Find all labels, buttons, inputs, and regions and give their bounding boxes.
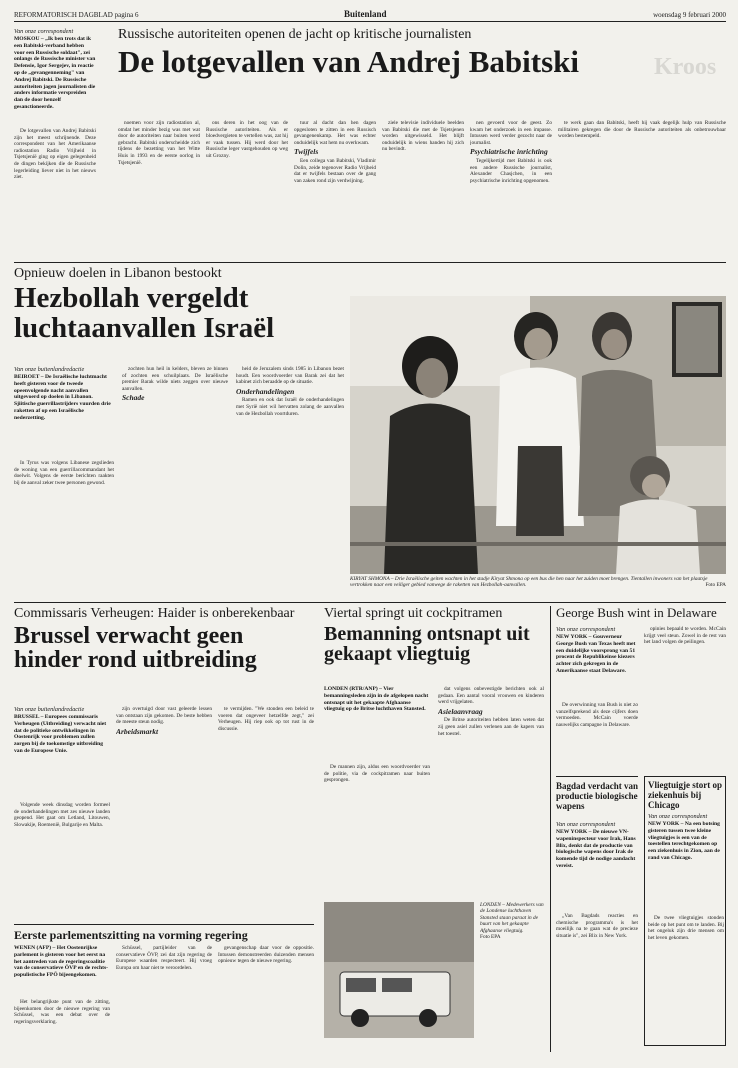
haider-lead: BRUSSEL – Europees commissaris Verheugen (Uitbreiding) verwacht niet dat de politieke ontwikkelingen in Oostenrijk voor problemen zullen zorgen bij de toekomstige uitbreiding van de Europese Unie. [14, 714, 107, 754]
biologisch-headline: Bagdad verdacht van productie biologische wapens [556, 781, 639, 811]
vliegtuig-sub-asiel: Asielaanvraag [438, 706, 483, 716]
photo-credit: Foto EPA [705, 582, 726, 589]
babitski-col2: noemen voor zijn radiostation al, omdat het minder bezig was met wat door de autoriteiten naar buiten werd gebracht. Babitski onderscheidde zich tijdens de bezetting van het Witte Huis in 1993 en de eerste oorlog in Tsjetsjenië. [118, 120, 200, 166]
header-date: woensdag 9 februari 2000 [653, 11, 726, 19]
haider-byline: Van onze buitenlandredactie [14, 706, 85, 713]
hezbollah-article [14, 266, 344, 584]
header-section: Buitenland [344, 9, 387, 19]
divider-1 [14, 262, 726, 263]
hezbollah-lead: BEIROET – De Israëlische luchtmacht heeft gisteren voor de tweede opeenvolgende nacht aanvallen uitgevoerd op doelen in Libanon. Sjiitische guerrillastrijders vuurden drie raketten af op een Israëlische nederzetting. [14, 374, 111, 421]
vliegtuig-col2: dat volgens onbevestigde berichten ook al gedaan. Een aantal vooral vrouwen en kinderen werd vrijgelaten. Asielaanvraag De Britse autoriteiten hebben laten weten dat zij geen asiel zullen verlenen aan de kapers van het toestel. [438, 686, 544, 737]
regering-col2: Schüssel, partijleider van de conservatieve ÖVP, zei dat zijn regering de Europese waarden respecteert. Hij vroeg Europa om haar niet te veroordelen. [116, 945, 212, 971]
babitski-byline: Van onze correspondent [14, 28, 74, 35]
biologisch-article [556, 776, 638, 1047]
babitski-col3: ons deren in het oog van de Russische autoriteiten. Als er bloedvergieten te vertellen was, zat hij er vaak tussen. Hij werd door het Russische leger vastgehouden op weg uit Grozny. [206, 120, 288, 159]
haider-article [14, 606, 314, 920]
regering-article [14, 924, 314, 1059]
haider-sub-arbeidsmarkt: Arbeidsmarkt [116, 726, 159, 736]
bush-col1: De overwinning van Bush is niet zo vanzelfsprekend als deze cijfers doen vermoeden. McCain voerde nauwelijks campagne in Delaware. [556, 702, 638, 728]
hezbollah-byline: Van onze buitenlandredactie [14, 366, 85, 373]
babitski-col1: De lotgevallen van Andrej Babitski zijn het meest schrijnende. Deze correspondent van het Amerikaanse radiostation Radio Vrijheid in Tsjetsjenië ging op eigen gelegenheid de dingen bekijken die de Russische legerleiding liever niet in het nieuws ziet. [14, 128, 96, 181]
babitski-col4: tuur al dacht dan hen dagen opgesloten te zitten in een Russisch gevangenenkamp. Het was echter onduidelijk wat hem nu overkwam. Twijfels Een collega van Babitski, Vladimir Dolin, zeide tegenover Radio Vrijheid dat er twijfels bestaan over de gang van zaken rond zijn verdwijning. [294, 120, 376, 184]
vliegtuig-caption-text: LONDEN – Medewerkers van de Londense luchthaven Stansted staan paraat in de buurt van het gekaapte Afghaanse vliegtuig. [480, 902, 544, 934]
bush-lead: NEW YORK – Gouverneur George Bush van Texas heeft met een duidelijke voorsprong van 51 procent de Republikeinse kiezers achter zich gekregen in de Amerikaanse staat Delaware. [556, 634, 636, 674]
divider-2 [14, 602, 726, 603]
stansted-photo [324, 902, 474, 1038]
vliegtuig-kicker: Viertal springt uit cockpitramen [324, 606, 503, 621]
babitski-sub-twijfels: Twijfels [294, 147, 319, 157]
hezbollah-col2: zochten hun heil in kelders, bleven ze binnen of zochten een schuilplaats. De Israëlische premier Barak wilde niets zeggen over nieuwe aanvallen. Schade [122, 366, 228, 403]
bush-headline: George Bush wint in Delaware [556, 605, 717, 620]
photo-caption [350, 576, 726, 598]
bush-col2: opinies bepaald te worden. McCain krijgt veel steun. Zowel in de rest van het land volgen de peilingen. [644, 626, 726, 646]
haider-col3: te vermijden. "We stonden een beleid te voeren dat ongeveer hetzelfde zegt," zei Verheugen. Hij riep ook op tot rust in de discussie. [218, 706, 314, 732]
regering-lead: WENEN (AFP) – Het Oostenrijkse parlement is gisteren voor het eerst na het aantreden van de regeringscoalitie van de conservatieve ÖVP en de rechts-populistische FPÖ bijeengekomen. [14, 945, 109, 979]
haider-col2: zijn overtuigd door vast geleerde lessen van ontstaan zijn gekomen. De beste hebben de meeste steun nodig. Arbeidsmarkt [116, 706, 212, 736]
haider-headline: Brussel verwacht geen hinder rond uitbreiding [14, 623, 257, 674]
page-header [14, 11, 726, 22]
babitski-col7: te werk gaan dan Babitski, heeft hij vaak degelijk hulp van Russische militairen gekregen die door de Russische autoriteiten als onbetrouwbaar worden bestempeld. [558, 120, 726, 140]
photo-caption-text: KIRYAT SHMONA – Drie Israëlische geiten wachten in het stadje Kiryat Shmona op een bus die hen naar het zuiden moet brengen. Tientallen inwoners van het plaatsje vertrokken naar een veiliger gebied vanwege de raketten van Hezbollah-aanvallen. [350, 576, 708, 589]
regering-headline: Eerste parlementszitting na vorming regering [14, 928, 248, 942]
regering-col1: Het belangrijkste punt van de zitting, bijeenkomen door de nieuwe regering van Schüssel, was een debat over de regeringsverklaring. [14, 999, 110, 1025]
babitski-article [14, 24, 726, 260]
hezbollah-headline: Hezbollah vergeldt luchtaanvallen Israël [14, 282, 275, 344]
babitski-sub-psychiatrie: Psychiatrische inrichting [470, 147, 548, 157]
babitski-kicker: Russische autoriteiten openen de jacht op kritische journalisten [118, 27, 472, 42]
hezbollah-col3: heid de Jeruzalem sinds 1985 in Libanon bezet houdt. Een woordvoerder van Barak zei dat het kabinet zich beraadde op de situatie. Onderhandelingen Ramen en ook dat Israël de onderhandelingen met Syrië niet wil hervatten zolang de aanvallen van de Hezbollah voortduren. [236, 366, 344, 417]
kiryat-shmona-photo [350, 296, 726, 574]
hezbollah-col1: In Tyrus was volgens Libanese zegslieden de woning van een guerrillacommandant het doelwit. Volgens de eerste berichten raakten bij de aanval zeker twee personen gewond. [14, 460, 114, 486]
regering-col3: gevangenschap daar voor de oppositie. Intussen demonstreerden duizenden mensen opnieuw tegen de nieuwe regering. [218, 945, 314, 965]
hezbollah-sub-schade: Schade [122, 393, 145, 403]
vliegtuig-caption [480, 902, 544, 1038]
babitski-col6: nen gevoerd voor de geest. Zo kwam het onderzoek in een impasse. Intussen werd verder gezocht naar de journalist. Psychiatrische inrichting Tegelijkertijd met Babitski is ook een andere Russische journalist, Alexander Chasjchen, in een psychiatrische inrichting opgenomen. [470, 120, 552, 184]
vliegtuig-headline: Bemanning ontsnapt uit gekaapt vliegtuig [324, 623, 530, 666]
chicago-lead: NEW YORK – Na een botsing gisteren tussen twee kleine vliegtuigjes is een van de toestellen terechtgekomen op een ziekenhuis in Zion, aan de rand van Chicago. [648, 821, 720, 861]
vliegtuig-lead: LONDEN (RTR/ANP) – Vier bemanningsleden zijn in de afgelopen nacht ontsnapt uit het gekaapte Afghaanse vliegtuig op de Britse luchthaven Stansted. [324, 686, 429, 713]
chicago-article [644, 776, 726, 1046]
bush-article [556, 606, 726, 772]
chicago-byline: Van onze correspondent [648, 813, 708, 820]
biologisch-byline: Van onze correspondent [556, 821, 616, 828]
watermark-text: Kroos [654, 54, 717, 80]
vliegtuig-credit: Foto EPA [480, 934, 501, 941]
vliegtuig-article [320, 606, 546, 1046]
babitski-col5: ziele televisie individuele beelden van Babitski die met de Tsjetsjenen worden uitgewisseld. Het blijft onduidelijk in wiens handen hij zich nu bevindt. [382, 120, 464, 153]
vliegtuig-col1: De mannen zijn, aldus een woordvoerder van de politie, via de cockpitramen naar buiten gesprongen. [324, 764, 430, 784]
divider-vertical [550, 606, 551, 1052]
biologisch-lead: NEW YORK – De nieuwe VN-wapeninspecteur voor Irak, Hans Blix, denkt dat de productie van biologische wapens door Irak de komende tijd de nodige aandacht vereist. [556, 829, 636, 869]
haider-kicker: Commissaris Verheugen: Haider is onberekenbaar [14, 606, 295, 621]
chicago-headline: Vliegtuigje stort op ziekenhuis bij Chicago [648, 780, 722, 810]
hezbollah-sub-onderhandelingen: Onderhandelingen [236, 386, 295, 396]
biologisch-col1: „Van Bagdads reacties en chemische programma's is het moeilijk na te gaan wat de precieze situatie is", zei Blix in New York. [556, 913, 638, 939]
photo-illustration [350, 296, 726, 574]
bush-byline: Van onze correspondent [556, 626, 616, 633]
header-left: REFORMATORISCH DAGBLAD pagina 6 [14, 11, 139, 19]
babitski-lead: MOSKOU – „Ik ben trots dat ik een Babitski-verband hebben voor een Russische soldaat", zei onlangs de Russische minister van Defensie, Igor Sergejev, in reactie op de „gevangenneming" van Andrej Babitski. De Russische autoriteiten jagen journalisten die anders informatie verspreiden dan de door henzelf gesanctioneerde. [14, 36, 96, 110]
hezbollah-kicker: Opnieuw doelen in Libanon bestookt [14, 266, 222, 281]
haider-col1: Volgende week dinsdag worden formeel de onderhandelingen met zes nieuwe landen geopend. Het gaat om Letland, Litouwen, Slowakije, Roemenië, Bulgarije en Malta. [14, 802, 110, 828]
chicago-col1: De twee vliegtuigjes stonden beide op het punt om te landen. Bij het ongeluk zijn drie mensen om het leven gekomen. [648, 915, 724, 941]
babitski-headline: De lotgevallen van Andrej Babitski [118, 44, 580, 79]
stansted-illustration [324, 902, 474, 1038]
